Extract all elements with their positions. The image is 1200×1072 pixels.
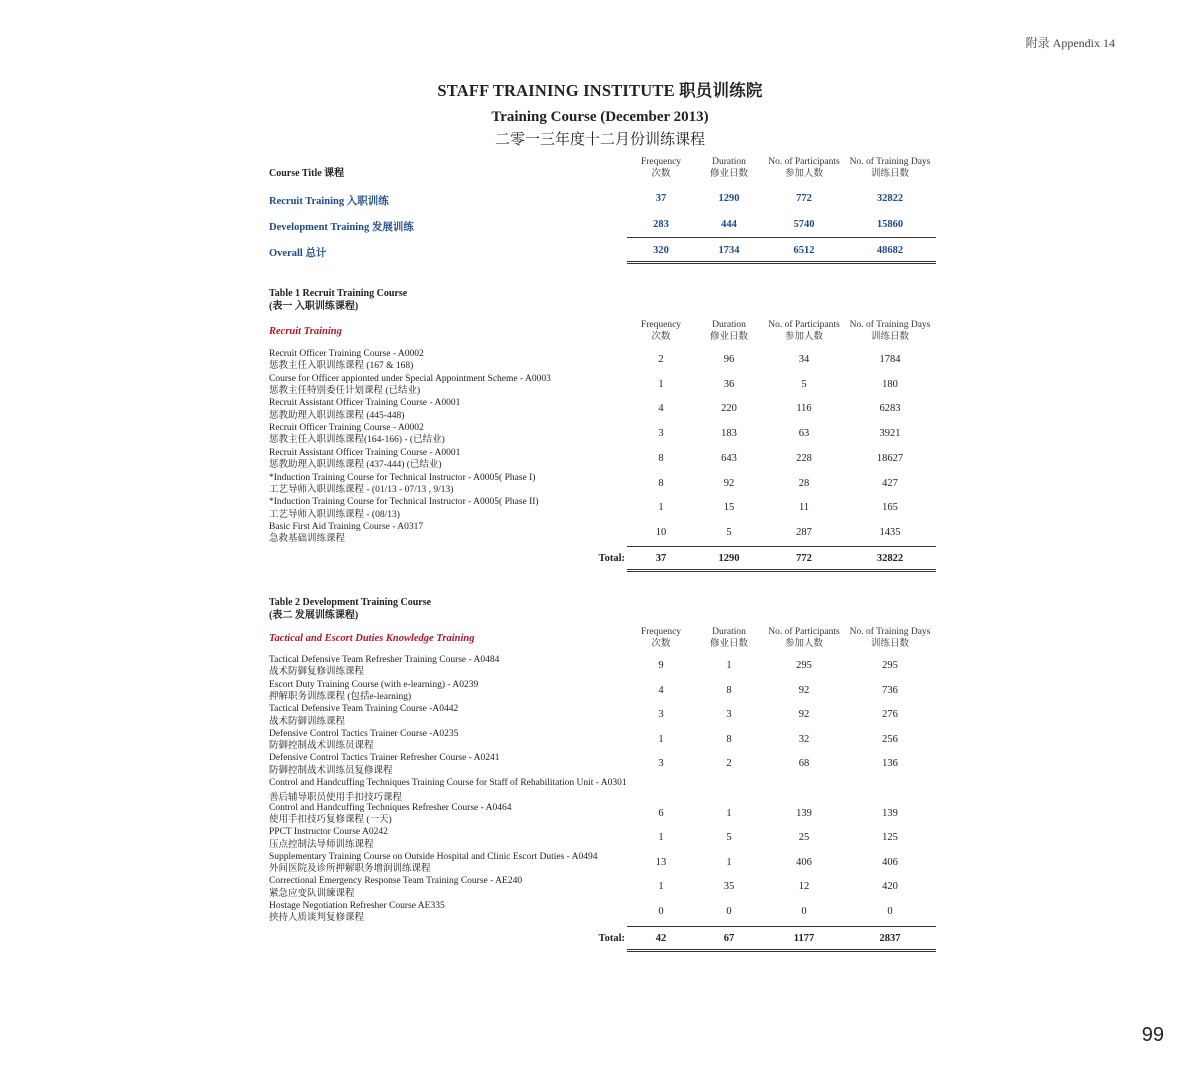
cell-value: 18627	[876, 452, 904, 464]
course-name-zh: 使用手扣技巧复修课程 (一天)	[269, 814, 392, 825]
course-name-en: Escort Duty Training Course (with e-learning) - A0239	[269, 679, 479, 690]
course-name-en: Hostage Negotiation Refresher Course AE335	[269, 901, 445, 911]
cell-value: 37	[655, 193, 667, 204]
course-name-en: Supplementary Training Course on Outside Hospital and Clinic Escort Duties - A0494	[269, 851, 598, 862]
column-header-en: Frequency	[640, 157, 682, 167]
cell-value: 1	[726, 807, 732, 819]
table1-section-title: Recruit Training	[269, 326, 342, 337]
course-name-en: Recruit Officer Training Course - A0002	[269, 423, 424, 434]
cell-value: 6	[658, 807, 664, 819]
cell-value: 8	[658, 477, 664, 489]
course-name-en: Control and Handcuffing Techniques Refresher Course - A0464	[269, 802, 512, 813]
table1-title-en: Table 1 Recruit Training Course	[269, 288, 408, 299]
course-name-en: Tactical Defensive Team Training Course -A0442	[269, 704, 459, 715]
course-name-zh: 防御控制战术训练员课程	[269, 741, 374, 752]
table2-total-label: Total:	[598, 933, 625, 944]
cell-value: 63	[798, 428, 810, 440]
cell-value: 1	[658, 378, 664, 390]
column-header-zh: 修业日数	[709, 168, 748, 179]
column-header-zh: 参加人数	[784, 638, 823, 649]
course-name-zh: 工艺导师入职训练课程 - (01/13 - 07/13 , 9/13)	[269, 484, 454, 495]
cell-value: 444	[721, 219, 737, 230]
cell-value: 1784	[879, 354, 901, 365]
column-header-en: No. of Training Days	[849, 320, 931, 330]
column-header-en: Frequency	[640, 320, 682, 330]
cell-value: 32	[798, 733, 810, 745]
column-header	[626, 157, 696, 180]
column-header-en: No. of Training Days	[849, 627, 931, 637]
cell-value: 15860	[876, 219, 904, 230]
cell-value: 0	[801, 906, 807, 917]
column-header	[694, 157, 764, 180]
cell-value: 68	[798, 758, 810, 770]
course-name-en: Tactical Defensive Team Refresher Training Course - A0484	[269, 655, 500, 665]
course-name-en: Defensive Control Tactics Trainer Refresher Course - A0241	[269, 753, 500, 764]
cell-value: 406	[796, 856, 812, 868]
cell-value: 4	[658, 403, 664, 415]
divider	[627, 926, 936, 927]
cell-value: 0	[658, 906, 664, 917]
summary-row-label: Development Training 发展训练	[269, 222, 414, 233]
column-header-zh: 次数	[651, 168, 671, 179]
cell-value: 0	[887, 906, 893, 917]
cell-value: 35	[723, 881, 735, 893]
cell-value: 5	[726, 832, 732, 844]
cell-value: 220	[721, 403, 737, 415]
course-name-en: Recruit Officer Training Course - A0002	[269, 349, 424, 359]
column-header-zh: 修业日数	[709, 331, 748, 342]
cell-value: 1435	[879, 526, 901, 538]
column-header-en: No. of Training Days	[849, 157, 931, 167]
cell-value: 139	[796, 807, 812, 819]
cell-value: 116	[796, 403, 812, 415]
cell-value: 772	[796, 193, 812, 204]
cell-value: 3	[726, 709, 732, 721]
summary-row-label: Recruit Training 入职训练	[269, 196, 389, 207]
cell-value: 3921	[879, 428, 901, 440]
column-header-zh: 参加人数	[784, 168, 823, 179]
course-name-zh: 惩教主任特别委任计划课程 (已结业)	[269, 386, 421, 396]
table2-section-title: Tactical and Escort Duties Knowledge Training	[269, 633, 475, 644]
cell-value: 295	[796, 660, 812, 671]
cell-value: 420	[882, 881, 898, 893]
cell-value: 42	[655, 933, 667, 944]
page-title: STAFF TRAINING INSTITUTE 职员训练院	[437, 81, 763, 100]
column-header-en: Duration	[712, 157, 746, 167]
cell-value: 0	[726, 906, 732, 917]
cell-value: 1	[658, 832, 664, 844]
cell-value: 643	[721, 452, 737, 464]
course-name-zh: 工艺导师入职训练课程 - (08/13)	[269, 509, 400, 520]
cell-value: 283	[653, 219, 669, 230]
cell-value: 13	[655, 856, 667, 868]
course-name-en: *Induction Training Course for Technical Instructor - A0005( Phase II)	[269, 497, 539, 508]
cell-value: 180	[882, 378, 898, 390]
table2-title-zh: (表二 发展训练课程)	[269, 610, 359, 621]
course-name-en: Correctional Emergency Response Team Training Course - AE240	[269, 876, 523, 887]
cell-value: 32822	[876, 193, 904, 204]
column-header-en: No. of Participants	[768, 627, 840, 637]
course-name-zh: 外间医院及诊所押解职务增润训练课程	[269, 864, 431, 875]
divider	[627, 237, 936, 238]
course-name-zh: 挟持人质谈判复修课程	[269, 913, 365, 924]
course-name-en: Control and Handcuffing Techniques Training Course for Staff of Rehabilitation Unit - A0301	[269, 778, 627, 788]
cell-value: 96	[723, 354, 735, 365]
course-name-zh: 惩教助理入职训练课程 (437-444) (已结业)	[269, 460, 442, 471]
course-name-zh: 战术防御复修训练课程	[269, 667, 365, 678]
course-name-zh: 惩教助理入职训练课程 (445-448)	[269, 410, 405, 421]
cell-value: 1	[726, 660, 732, 671]
cell-value: 406	[882, 856, 898, 868]
cell-value: 92	[723, 477, 735, 489]
cell-value: 36	[723, 378, 735, 390]
column-header-zh: 修业日数	[709, 638, 748, 649]
cell-value: 183	[721, 428, 737, 440]
cell-value: 136	[882, 758, 898, 770]
cell-value: 165	[882, 502, 898, 514]
divider	[627, 546, 936, 547]
cell-value: 12	[798, 881, 810, 893]
course-name-zh: 惩教主任入职训练课程 (167 & 168)	[269, 361, 414, 372]
course-name-en: Recruit Assistant Officer Training Course - A0001	[269, 447, 461, 458]
column-header-en: Duration	[712, 627, 746, 637]
column-header	[762, 157, 846, 180]
column-header	[694, 627, 764, 650]
course-name-zh: 压点控制法导师训练课程	[269, 839, 374, 850]
column-header	[762, 627, 846, 650]
cell-value: 139	[882, 807, 898, 819]
subtitle-en: Training Course (December 2013)	[491, 109, 709, 125]
cell-value: 295	[882, 660, 898, 671]
summary-row-label: Overall 总计	[269, 248, 327, 259]
cell-value: 1290	[718, 553, 740, 564]
cell-value: 8	[726, 733, 732, 745]
column-header	[626, 627, 696, 650]
divider	[627, 569, 936, 572]
column-header	[844, 320, 936, 343]
cell-value: 1290	[718, 193, 740, 204]
cell-value: 5	[726, 526, 732, 538]
column-header-en: No. of Participants	[768, 320, 840, 330]
cell-value: 5	[801, 378, 807, 390]
cell-value: 2837	[879, 933, 901, 944]
table2-title-en: Table 2 Development Training Course	[269, 597, 432, 608]
cell-value: 5740	[793, 219, 815, 230]
table1-total-label: Total:	[598, 553, 625, 564]
column-header-zh: 参加人数	[784, 331, 823, 342]
cell-value: 6512	[793, 245, 815, 256]
cell-value: 736	[882, 684, 898, 696]
divider	[627, 261, 936, 264]
course-title-label: Course Title 课程	[269, 168, 345, 179]
cell-value: 10	[655, 526, 667, 538]
cell-value: 25	[798, 832, 810, 844]
column-header-zh: 次数	[651, 638, 671, 649]
cell-value: 2	[658, 354, 664, 365]
course-name-en: *Induction Training Course for Technical Instructor - A0005( Phase I)	[269, 472, 536, 483]
cell-value: 34	[798, 354, 810, 365]
cell-value: 320	[653, 245, 669, 256]
course-name-zh: 惩教主任入职训练课程(164-166) - (已结业)	[269, 435, 445, 446]
column-header	[844, 157, 936, 180]
column-header-zh: 训练日数	[870, 638, 909, 649]
column-header	[762, 320, 846, 343]
cell-value: 256	[882, 733, 898, 745]
cell-value: 3	[658, 709, 664, 721]
column-header-zh: 训练日数	[870, 331, 909, 342]
column-header-en: Frequency	[640, 627, 682, 637]
cell-value: 4	[658, 684, 664, 696]
cell-value: 1	[658, 881, 664, 893]
course-name-zh: 急救基础训练课程	[269, 534, 346, 545]
column-header	[694, 320, 764, 343]
course-name-en: Recruit Assistant Officer Training Course - A0001	[269, 398, 461, 409]
course-name-en: Course for Officer appionted under Special Appointment Scheme - A0003	[269, 373, 551, 384]
cell-value: 125	[882, 832, 898, 844]
cell-value: 3	[658, 428, 664, 440]
subtitle-zh: 二零一三年度十二月份训练课程	[494, 132, 705, 148]
course-name-en: Defensive Control Tactics Trainer Course -A0235	[269, 728, 459, 739]
cell-value: 287	[796, 526, 812, 538]
cell-value: 1734	[718, 245, 740, 256]
divider	[627, 949, 936, 952]
cell-value: 28	[798, 477, 810, 489]
cell-value: 1	[726, 856, 732, 868]
cell-value: 92	[798, 684, 810, 696]
cell-value: 1	[658, 733, 664, 745]
course-name-zh: 押解职务训练课程 (包括e-learning)	[269, 691, 412, 702]
cell-value: 15	[723, 502, 735, 514]
cell-value: 11	[798, 502, 810, 514]
cell-value: 32822	[876, 553, 904, 564]
page-number: 99	[1141, 1024, 1164, 1046]
cell-value: 9	[658, 660, 664, 671]
cell-value: 2	[726, 758, 732, 770]
cell-value: 772	[796, 553, 812, 564]
course-name-zh: 战术防御训练课程	[269, 716, 346, 727]
cell-value: 1177	[793, 933, 815, 944]
course-name-en: PPCT Instructor Course A0242	[269, 827, 388, 838]
cell-value: 8	[658, 452, 664, 464]
appendix-label: 附录 Appendix 14	[1025, 36, 1115, 50]
column-header-en: No. of Participants	[768, 157, 840, 167]
course-name-zh: 善后辅导职员使用手扣技巧课程	[269, 792, 403, 803]
course-name-zh: 防御控制战术训练员复修课程	[269, 765, 393, 776]
cell-value: 1	[658, 502, 664, 514]
cell-value: 427	[882, 477, 898, 489]
cell-value: 67	[723, 933, 735, 944]
cell-value: 8	[726, 684, 732, 696]
column-header-en: Duration	[712, 320, 746, 330]
cell-value: 276	[882, 709, 898, 721]
cell-value: 37	[655, 553, 667, 564]
column-header	[844, 627, 936, 650]
column-header	[626, 320, 696, 343]
cell-value: 3	[658, 758, 664, 770]
cell-value: 6283	[879, 403, 901, 415]
column-header-zh: 训练日数	[870, 168, 909, 179]
course-name-zh: 紧急应变队训練课程	[269, 888, 355, 899]
course-name-en: Basic First Aid Training Course - A0317	[269, 521, 424, 532]
table1-title-zh: (表一 入职训练课程)	[269, 301, 359, 312]
cell-value: 92	[798, 709, 810, 721]
column-header-zh: 次数	[651, 331, 671, 342]
cell-value: 228	[796, 452, 812, 464]
cell-value: 48682	[876, 245, 904, 256]
